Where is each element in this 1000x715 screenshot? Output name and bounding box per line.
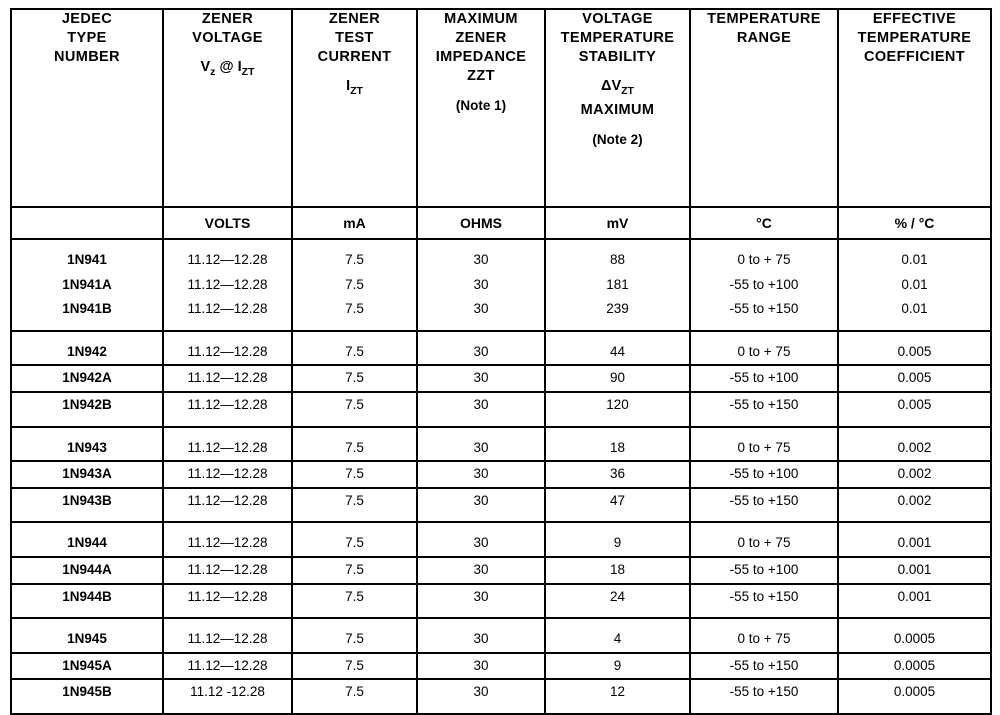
header-line: CURRENT (317, 49, 392, 65)
unit-cell-ma: mA (292, 207, 417, 239)
cell-impedance: 30 (417, 239, 545, 273)
cell-test-current: 7.5 (292, 392, 417, 427)
cell-zener-voltage: 11.12 -12.28 (163, 679, 292, 714)
header-line: TYPE (67, 30, 107, 46)
cell-jedec: 1N944B (11, 584, 163, 619)
cell-temperature-range: -55 to +150 (690, 679, 838, 714)
cell-zener-voltage: 11.12—12.28 (163, 618, 292, 653)
cell-zener-voltage: 11.12—12.28 (163, 365, 292, 392)
cell-impedance: 30 (417, 392, 545, 427)
zener-specification-table (10, 8, 992, 715)
cell-voltage-stability: 90 (545, 365, 690, 392)
cell-impedance: 30 (417, 365, 545, 392)
cell-jedec: 1N941B (11, 297, 163, 331)
cell-voltage-stability: 18 (545, 557, 690, 584)
cell-test-current: 7.5 (292, 331, 417, 366)
cell-temp-coefficient: 0.001 (838, 557, 991, 584)
cell-impedance: 30 (417, 427, 545, 462)
header-symbol-vz-at-izt: $V_z$ @ $I_{ZT}$ (200, 59, 255, 78)
table-row (11, 239, 991, 273)
table-row (11, 679, 991, 714)
cell-jedec: 1N945 (11, 618, 163, 653)
column-header-jedec-type-number (11, 9, 163, 207)
unit-cell (11, 207, 163, 239)
cell-voltage-stability: 24 (545, 584, 690, 619)
cell-jedec: 1N943A (11, 461, 163, 488)
cell-temperature-range: -55 to +150 (690, 297, 838, 331)
cell-temp-coefficient: 0.01 (838, 297, 991, 331)
column-header-zener-voltage (163, 9, 292, 207)
cell-voltage-stability: 9 (545, 522, 690, 557)
unit-cell-volts: VOLTS (163, 207, 292, 239)
table-row (11, 584, 991, 619)
cell-jedec: 1N944 (11, 522, 163, 557)
cell-temperature-range: -55 to +100 (690, 557, 838, 584)
header-line: EFFECTIVE (872, 11, 957, 27)
header-line: ZENER (201, 11, 254, 27)
cell-zener-voltage: 11.12—12.28 (163, 488, 292, 523)
table-group (11, 618, 991, 714)
cell-zener-voltage: 11.12—12.28 (163, 557, 292, 584)
cell-voltage-stability: 9 (545, 653, 690, 680)
cell-zener-voltage: 11.12—12.28 (163, 584, 292, 619)
cell-temp-coefficient: 0.01 (838, 273, 991, 298)
cell-voltage-stability: 18 (545, 427, 690, 462)
cell-temp-coefficient: 0.0005 (838, 618, 991, 653)
cell-test-current: 7.5 (292, 557, 417, 584)
header-line: TEMPERATURE (560, 30, 675, 46)
cell-voltage-stability: 239 (545, 297, 690, 331)
cell-temp-coefficient: 0.005 (838, 392, 991, 427)
cell-zener-voltage: 11.12—12.28 (163, 522, 292, 557)
cell-temperature-range: -55 to +150 (690, 392, 838, 427)
table-head (11, 9, 991, 239)
cell-temperature-range: 0 to + 75 (690, 427, 838, 462)
cell-jedec: 1N943B (11, 488, 163, 523)
cell-jedec: 1N942 (11, 331, 163, 366)
header-line: IMPEDANCE (435, 49, 527, 65)
cell-jedec: 1N944A (11, 557, 163, 584)
header-line: MAXIMUM (580, 101, 655, 118)
header-line: JEDEC (61, 11, 113, 27)
header-line: ZZT (467, 68, 495, 84)
header-note-1: (Note 1) (455, 98, 507, 113)
cell-zener-voltage: 11.12—12.28 (163, 297, 292, 331)
cell-impedance: 30 (417, 653, 545, 680)
header-line: VOLTAGE (192, 30, 263, 46)
table-group (11, 331, 991, 427)
table-row (11, 522, 991, 557)
header-line: VOLTAGE (582, 11, 653, 27)
table-row (11, 557, 991, 584)
cell-impedance: 30 (417, 488, 545, 523)
column-header-maximum-zener-impedance (417, 9, 545, 207)
cell-temperature-range: 0 to + 75 (690, 331, 838, 366)
header-line: TEMPERATURE (857, 30, 972, 46)
header-line: ZENER (455, 30, 507, 46)
cell-jedec: 1N945B (11, 679, 163, 714)
cell-impedance: 30 (417, 557, 545, 584)
cell-impedance: 30 (417, 461, 545, 488)
header-line: NUMBER (53, 49, 121, 65)
column-header-effective-temperature-coefficient (838, 9, 991, 207)
table-row (11, 427, 991, 462)
header-line: COEFFICIENT (863, 49, 966, 65)
cell-voltage-stability: 88 (545, 239, 690, 273)
cell-jedec: 1N942A (11, 365, 163, 392)
cell-zener-voltage: 11.12—12.28 (163, 653, 292, 680)
table-group (11, 522, 991, 618)
cell-zener-voltage: 11.12—12.28 (163, 392, 292, 427)
cell-temperature-range: -55 to +150 (690, 488, 838, 523)
cell-voltage-stability: 36 (545, 461, 690, 488)
header-line: RANGE (736, 30, 792, 46)
table-group (11, 239, 991, 331)
cell-zener-voltage: 11.12—12.28 (163, 427, 292, 462)
cell-temperature-range: -55 to +100 (690, 461, 838, 488)
cell-temp-coefficient: 0.0005 (838, 679, 991, 714)
table-row (11, 653, 991, 680)
cell-temperature-range: -55 to +100 (690, 273, 838, 298)
units-row (11, 207, 991, 239)
unit-cell-mv: mV (545, 207, 690, 239)
cell-voltage-stability: 44 (545, 331, 690, 366)
cell-test-current: 7.5 (292, 522, 417, 557)
cell-temp-coefficient: 0.005 (838, 365, 991, 392)
table-row (11, 488, 991, 523)
header-note-2: (Note 2) (592, 131, 643, 147)
table-row (11, 273, 991, 298)
cell-zener-voltage: 11.12—12.28 (163, 331, 292, 366)
cell-temperature-range: 0 to + 75 (690, 522, 838, 557)
cell-zener-voltage: 11.12—12.28 (163, 461, 292, 488)
cell-impedance: 30 (417, 618, 545, 653)
cell-temp-coefficient: 0.01 (838, 239, 991, 273)
cell-test-current: 7.5 (292, 297, 417, 331)
cell-test-current: 7.5 (292, 461, 417, 488)
header-line: MAXIMUM (444, 11, 518, 27)
table-row (11, 365, 991, 392)
cell-temperature-range: 0 to + 75 (690, 239, 838, 273)
cell-test-current: 7.5 (292, 488, 417, 523)
cell-test-current: 7.5 (292, 239, 417, 273)
cell-temp-coefficient: 0.001 (838, 584, 991, 619)
cell-temperature-range: -55 to +150 (690, 653, 838, 680)
cell-jedec: 1N941 (11, 239, 163, 273)
column-header-temperature-range (690, 9, 838, 207)
cell-jedec: 1N941A (11, 273, 163, 298)
cell-temp-coefficient: 0.002 (838, 488, 991, 523)
cell-temp-coefficient: 0.0005 (838, 653, 991, 680)
table-row (11, 297, 991, 331)
header-symbol-delta-vzt: $\Delta V_{ZT}$ (601, 78, 634, 97)
cell-impedance: 30 (417, 273, 545, 298)
header-line: ZENER (328, 11, 381, 27)
cell-temperature-range: -55 to +150 (690, 584, 838, 619)
unit-cell-celsius: °C (690, 207, 838, 239)
cell-impedance: 30 (417, 679, 545, 714)
cell-temp-coefficient: 0.001 (838, 522, 991, 557)
cell-impedance: 30 (417, 584, 545, 619)
cell-jedec: 1N945A (11, 653, 163, 680)
cell-test-current: 7.5 (292, 653, 417, 680)
cell-test-current: 7.5 (292, 273, 417, 298)
cell-test-current: 7.5 (292, 679, 417, 714)
cell-test-current: 7.5 (292, 618, 417, 653)
cell-test-current: 7.5 (292, 427, 417, 462)
cell-temp-coefficient: 0.002 (838, 427, 991, 462)
column-header-zener-test-current (292, 9, 417, 207)
unit-cell-percent-per-celsius: % / °C (838, 207, 991, 239)
cell-zener-voltage: 11.12—12.28 (163, 239, 292, 273)
cell-voltage-stability: 181 (545, 273, 690, 298)
cell-voltage-stability: 120 (545, 392, 690, 427)
cell-temp-coefficient: 0.002 (838, 461, 991, 488)
header-symbol-izt: $I_{ZT}$ (346, 78, 363, 97)
cell-zener-voltage: 11.12—12.28 (163, 273, 292, 298)
cell-temperature-range: -55 to +100 (690, 365, 838, 392)
cell-jedec: 1N942B (11, 392, 163, 427)
cell-impedance: 30 (417, 522, 545, 557)
table-row (11, 461, 991, 488)
header-row (11, 9, 991, 207)
cell-impedance: 30 (417, 297, 545, 331)
header-line: STABILITY (578, 49, 657, 65)
table-group (11, 427, 991, 523)
cell-temperature-range: 0 to + 75 (690, 618, 838, 653)
column-header-voltage-temperature-stability (545, 9, 690, 207)
header-line: TEMPERATURE (707, 11, 821, 27)
cell-voltage-stability: 4 (545, 618, 690, 653)
cell-impedance: 30 (417, 331, 545, 366)
header-line: TEST (335, 30, 374, 46)
cell-test-current: 7.5 (292, 584, 417, 619)
cell-temp-coefficient: 0.005 (838, 331, 991, 366)
unit-cell-ohms: OHMS (417, 207, 545, 239)
cell-jedec: 1N943 (11, 427, 163, 462)
cell-voltage-stability: 47 (545, 488, 690, 523)
cell-test-current: 7.5 (292, 365, 417, 392)
cell-voltage-stability: 12 (545, 679, 690, 714)
table-row (11, 392, 991, 427)
table-row (11, 331, 991, 366)
